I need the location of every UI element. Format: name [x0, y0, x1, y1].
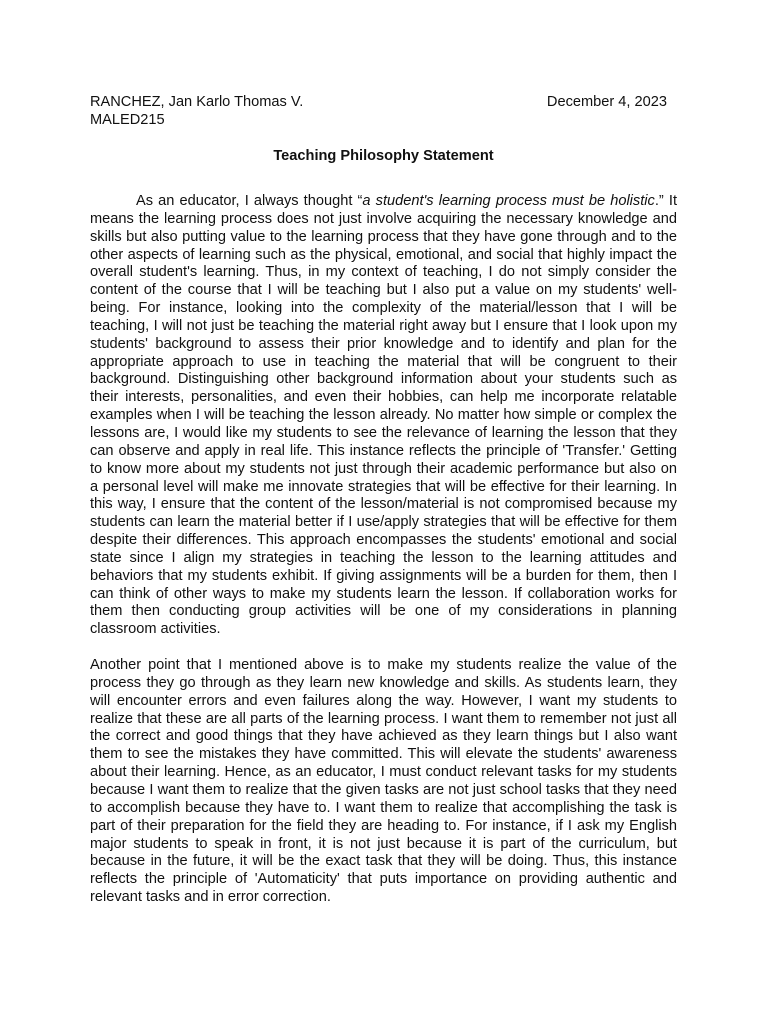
- paragraph-1-intro: As an educator, I always thought “: [136, 193, 363, 209]
- document-date: December 4, 2023: [546, 94, 667, 110]
- paragraph-2: Another point that I mentioned above is to make my students realize the value of the process they go through as they learn new knowledge and skills. As students learn, they will encounter errors and even failures along the way. However, I want my students to realize that these are all parts of the learning process. I want them to remember not just all the correct and good things that they have achieved as they learn things but I also want them to see the mistakes they have committed. This will elevate the students' awareness about their learning. Hence, as an educator, I must conduct relevant tasks for my students because I want them to realize that the given tasks are not just school tasks that they need to accomplish because they have to. I want them to realize that accomplishing the task is part of their preparation for the field they are heading to. For instance, if I ask my English major students to speak in front, it is not just because it is part of the curriculum, but because in the future, it will be the exact task that they will be doing. Thus, this instance reflects the principle of 'Automaticity' that puts importance on providing authentic and relevant tasks and in error correction.: [90, 657, 677, 906]
- document-title: Teaching Philosophy Statement: [273, 148, 494, 164]
- paragraph-1-body: .” It means the learning process does not just involve acquiring the necessary knowledge and skills but also putting value to the learning process that they have gone through and to the other aspects of learning such as the physical, emotional, and social that highly impact the overall student's learning. Thus, in my context of teaching, I do not simply consider the content of the course that I will be teaching but I also put a value on my students' well-being. For instance, looking into the complexity of the material/lesson that I will be teaching, I will not just be teaching the material right away but I ensure that I look upon my students' background to assess their prior knowledge and to identify and plan for the appropriate approach to use in teaching the material that will be congruent to their background. Distinguishing other background information about your students such as their interests, personalities, and even their hobbies, can help me incorporate relatable examples when I will be teaching the lesson already. No matter how simple or complex the lessons are, I would like my students to see the relevance of learning the lesson that they can observe and apply in real life. This instance reflects the principle of 'Transfer.' Getting to know more about my students not just through their academic performance but also on a personal level will make me innovate strategies that will be effective for their learning. In this way, I ensure that the content of the lesson/material is not compromised because my students can learn the material better if I use/apply strategies that will be effective for them despite their differences. This approach encompasses the students' emotional and social state since I align my strategies in teaching the lesson to the learning attitudes and behaviors that my students exhibit. If giving assignments will be a burden for them, then I can think of other ways to make my students learn the lesson. If collaboration works for them then conducting group activities will be one of my considerations in planning classroom activities.: [90, 193, 677, 638]
- paragraph-1: [90, 193, 677, 639]
- header-row: [90, 93, 677, 111]
- paragraph-1-quote: a student's learning process must be holistic: [362, 193, 655, 209]
- author-name: RANCHEZ, Jan Karlo Thomas V.: [90, 94, 304, 110]
- document-page: [90, 93, 677, 907]
- course-code: MALED215: [90, 112, 165, 128]
